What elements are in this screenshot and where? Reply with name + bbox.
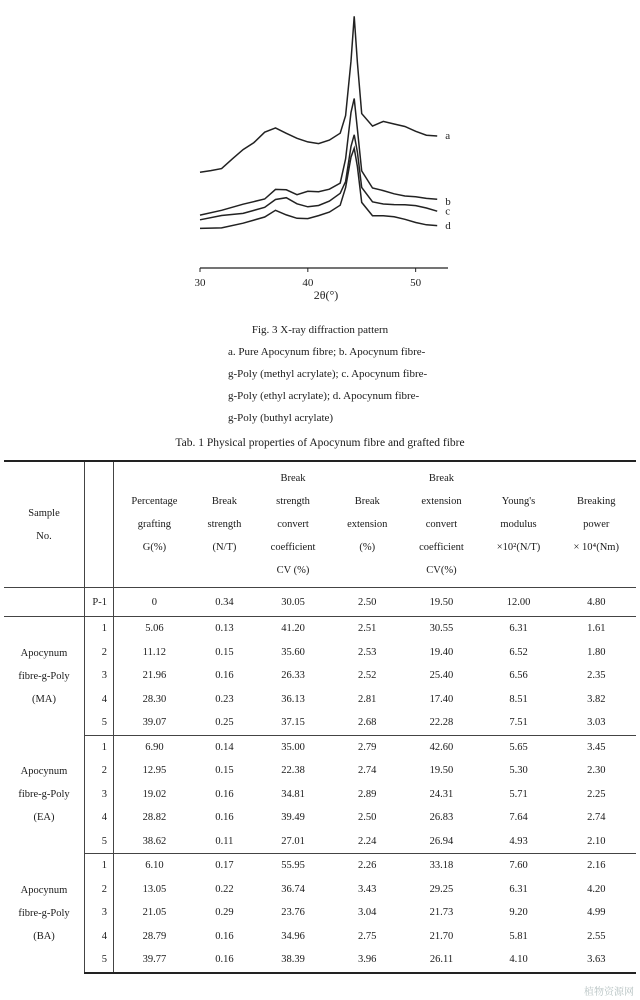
header-line: Break bbox=[280, 473, 306, 484]
row-index: P-1 bbox=[85, 588, 114, 617]
row-index: 2 bbox=[85, 878, 114, 902]
table-cell: 2.75 bbox=[358, 930, 377, 942]
table-cell: 13.05 bbox=[142, 883, 167, 895]
table-row bbox=[4, 830, 636, 854]
table-cell: 25.40 bbox=[429, 670, 454, 682]
table-cell: 3.04 bbox=[358, 907, 377, 919]
table-cell: 5.71 bbox=[509, 788, 528, 800]
header-index bbox=[85, 461, 114, 588]
table-cell: 21.70 bbox=[429, 930, 454, 942]
table-cell: 0.17 bbox=[215, 860, 234, 872]
group-name-line: Apocynum bbox=[20, 647, 68, 659]
group-name-line: Apocynum bbox=[20, 884, 68, 896]
watermark: 植物资源网 bbox=[584, 987, 634, 998]
table-cell: 0.15 bbox=[215, 646, 234, 658]
row-index: 4 bbox=[85, 806, 114, 830]
table-caption: Tab. 1 Physical properties of Apocynum fibre and grafted fibre bbox=[175, 437, 465, 449]
table-cell: 17.40 bbox=[429, 693, 454, 705]
table-cell: 19.50 bbox=[429, 765, 454, 777]
table-cell: 22.28 bbox=[402, 711, 480, 735]
table-cell: 4.93 bbox=[481, 830, 557, 854]
header-extension-cv bbox=[402, 461, 480, 588]
table-cell: 0.13 bbox=[215, 623, 234, 635]
header-line: G(%) bbox=[142, 542, 167, 553]
xrd-figure bbox=[0, 0, 640, 310]
row-index: 3 bbox=[85, 901, 114, 925]
table-row bbox=[4, 711, 636, 735]
table-row bbox=[4, 783, 636, 807]
table-cell: 6.56 bbox=[509, 670, 528, 682]
table-row bbox=[4, 735, 636, 759]
table-cell: 9.20 bbox=[509, 907, 528, 919]
table-cell: 6.31 bbox=[509, 883, 528, 895]
table-cell: 6.10 bbox=[145, 860, 164, 872]
table-row bbox=[4, 806, 636, 830]
table-cell: 28.82 bbox=[142, 812, 167, 824]
header-line: extension bbox=[421, 496, 462, 507]
table-cell: 2.25 bbox=[587, 788, 606, 800]
header-line: convert bbox=[425, 519, 458, 530]
table-cell: 41.20 bbox=[281, 623, 305, 635]
header-line: strength bbox=[276, 496, 310, 507]
group-name-line: (BA) bbox=[33, 930, 55, 942]
table-cell: 7.60 bbox=[509, 860, 528, 872]
row-index: 1 bbox=[85, 854, 114, 878]
table-cell: 3.03 bbox=[557, 711, 637, 735]
table-cell: 36.13 bbox=[281, 693, 305, 705]
table-cell: 39.07 bbox=[114, 711, 195, 735]
table-cell: 2.50 bbox=[332, 588, 402, 617]
table-body bbox=[4, 588, 636, 973]
table-cell: 34.81 bbox=[281, 788, 305, 800]
row-index: 3 bbox=[85, 783, 114, 807]
table-cell: 0.23 bbox=[215, 693, 234, 705]
table-row bbox=[4, 925, 636, 949]
table-cell: 30.55 bbox=[429, 623, 454, 635]
row-index: 5 bbox=[85, 948, 114, 973]
x-tick-label: 50 bbox=[410, 277, 422, 289]
table-cell: 26.11 bbox=[402, 948, 480, 973]
table-cell: 2.53 bbox=[358, 646, 377, 658]
legend-line: g-Poly (methyl acrylate); c. Apocynum fibre- bbox=[228, 368, 428, 380]
table-cell: 4.10 bbox=[481, 948, 557, 973]
table-cell: 6.90 bbox=[145, 741, 164, 753]
table-cell: 1.80 bbox=[587, 646, 606, 658]
table-cell: 36.74 bbox=[281, 883, 305, 895]
x-axis-ticks bbox=[195, 268, 422, 289]
header-sample-line: No. bbox=[36, 530, 52, 542]
properties-table bbox=[4, 460, 636, 974]
table-cell: 39.49 bbox=[281, 812, 305, 824]
table-cell: 24.31 bbox=[429, 788, 454, 800]
table-cell: 26.94 bbox=[402, 830, 480, 854]
header-line: extension bbox=[347, 519, 388, 530]
table-cell: 55.95 bbox=[281, 860, 305, 872]
curve-label-b: b bbox=[445, 195, 451, 208]
legend-line: g-Poly (ethyl acrylate); d. Apocynum fibre- bbox=[228, 390, 420, 402]
group-name-cell bbox=[4, 617, 85, 736]
header-strength-cv bbox=[254, 461, 332, 588]
table-cell: 5.30 bbox=[509, 765, 528, 777]
row-index: 4 bbox=[85, 925, 114, 949]
xrd-curve-d bbox=[200, 148, 437, 228]
table-cell: 2.55 bbox=[587, 930, 606, 942]
table-cell: 28.79 bbox=[142, 930, 167, 942]
table-cell: 0.16 bbox=[215, 788, 234, 800]
table-cell: 19.40 bbox=[429, 646, 454, 658]
table-cell: 7.51 bbox=[481, 711, 557, 735]
table-row bbox=[4, 641, 636, 665]
header-sample-line: Sample bbox=[28, 507, 60, 519]
table-cell: 0.11 bbox=[195, 830, 254, 854]
xrd-curve-a bbox=[200, 16, 437, 172]
header-line: Break bbox=[354, 496, 380, 507]
table-cell: 26.83 bbox=[429, 812, 454, 824]
table-cell: 3.82 bbox=[587, 693, 606, 705]
curve-label-c: c bbox=[445, 205, 451, 218]
p1-sample-cell bbox=[4, 588, 85, 617]
table-header-row bbox=[4, 461, 636, 588]
row-index: 5 bbox=[85, 711, 114, 735]
table-cell: 42.60 bbox=[429, 741, 454, 753]
group-name-line: fibre-g-Poly bbox=[18, 907, 70, 919]
header-line: convert bbox=[277, 519, 309, 530]
table-cell: 11.12 bbox=[142, 646, 167, 658]
curve-label-a: a bbox=[445, 130, 451, 143]
table-row bbox=[4, 617, 636, 641]
curve-label-d: d bbox=[445, 219, 451, 232]
table-row bbox=[4, 878, 636, 902]
table-row bbox=[4, 759, 636, 783]
table-cell: 27.01 bbox=[254, 830, 332, 854]
curve-labels bbox=[445, 130, 451, 232]
table-row bbox=[4, 901, 636, 925]
table-cell: 39.77 bbox=[114, 948, 195, 973]
table-cell: 0.22 bbox=[215, 883, 234, 895]
header-break-extension bbox=[332, 461, 402, 588]
header-youngs-modulus bbox=[481, 461, 557, 588]
table-cell: 2.30 bbox=[587, 765, 606, 777]
group-name-cell bbox=[4, 854, 85, 973]
table-cell: 21.96 bbox=[142, 670, 167, 682]
table-cell: 19.50 bbox=[402, 588, 480, 617]
table-cell: 0.16 bbox=[215, 930, 234, 942]
table-cell: 2.79 bbox=[358, 741, 377, 753]
table-cell: 35.00 bbox=[281, 741, 305, 753]
header-line: (N/T) bbox=[212, 542, 237, 553]
table-cell: 2.74 bbox=[358, 765, 377, 777]
table-cell: 23.76 bbox=[281, 907, 305, 919]
table-cell: 2.10 bbox=[557, 830, 637, 854]
row-index: 4 bbox=[85, 688, 114, 712]
header-line: × 10⁴(Nm) bbox=[573, 542, 619, 553]
table-cell: 3.96 bbox=[332, 948, 402, 973]
row-index: 2 bbox=[85, 759, 114, 783]
header-line: coefficient bbox=[419, 542, 464, 553]
group-name-line: fibre-g-Poly bbox=[18, 670, 70, 682]
row-index: 1 bbox=[85, 617, 114, 641]
table-cell: 26.33 bbox=[281, 670, 305, 682]
table-cell: 6.31 bbox=[509, 623, 528, 635]
header-line: Break bbox=[211, 496, 237, 507]
header-grafting bbox=[114, 461, 195, 588]
table-cell: 35.60 bbox=[281, 646, 305, 658]
table-cell: 33.18 bbox=[429, 860, 454, 872]
table-cell: 0.14 bbox=[215, 741, 234, 753]
xrd-curves bbox=[200, 16, 437, 228]
x-tick-label: 30 bbox=[194, 277, 206, 289]
table-cell: 2.50 bbox=[358, 812, 377, 824]
table-cell: 29.25 bbox=[429, 883, 454, 895]
table-cell: 5.65 bbox=[509, 741, 528, 753]
table-cell: 2.16 bbox=[587, 860, 606, 872]
header-line: modulus bbox=[500, 519, 537, 530]
table-cell: 28.30 bbox=[142, 693, 167, 705]
table-cell: 1.61 bbox=[587, 623, 606, 635]
table-cell: 0 bbox=[114, 588, 195, 617]
x-tick-label: 40 bbox=[302, 277, 314, 289]
group-name-line: Apocynum bbox=[20, 765, 68, 777]
table-row bbox=[4, 688, 636, 712]
table-cell: 0.34 bbox=[195, 588, 254, 617]
table-row bbox=[4, 854, 636, 878]
table-cell: 22.38 bbox=[281, 765, 305, 777]
table-cell: 19.02 bbox=[142, 788, 167, 800]
header-line: Break bbox=[428, 473, 454, 484]
table-cell: 21.05 bbox=[142, 907, 167, 919]
header-sample bbox=[4, 461, 85, 588]
header-line: Breaking bbox=[577, 496, 616, 507]
table-cell: 2.24 bbox=[332, 830, 402, 854]
table-cell: 2.74 bbox=[587, 812, 606, 824]
table-cell: 2.81 bbox=[358, 693, 377, 705]
table-cell: 0.15 bbox=[215, 765, 234, 777]
group-name-cell bbox=[4, 735, 85, 854]
table-cell: 37.15 bbox=[254, 711, 332, 735]
table-cell: 12.00 bbox=[481, 588, 557, 617]
table-cell: 2.26 bbox=[358, 860, 377, 872]
header-line: Percentage bbox=[131, 496, 178, 507]
table-row bbox=[4, 664, 636, 688]
header-line: CV(%) bbox=[426, 565, 457, 576]
table-cell: 5.81 bbox=[509, 930, 528, 942]
header-line: Young's bbox=[501, 496, 536, 507]
header-line: ×10²(N/T) bbox=[496, 542, 541, 553]
header-break-strength bbox=[195, 461, 254, 588]
table-cell: 12.95 bbox=[142, 765, 167, 777]
header-line: CV (%) bbox=[276, 565, 310, 576]
table-cell: 2.89 bbox=[358, 788, 377, 800]
table-cell: 0.25 bbox=[195, 711, 254, 735]
table-cell: 5.06 bbox=[145, 623, 164, 635]
figure-caption: Fig. 3 X-ray diffraction pattern bbox=[251, 324, 389, 336]
header-breaking-power bbox=[557, 461, 637, 588]
table-cell: 34.96 bbox=[281, 930, 305, 942]
table-cell: 38.39 bbox=[254, 948, 332, 973]
table-cell: 3.63 bbox=[557, 948, 637, 973]
header-line: coefficient bbox=[270, 542, 316, 553]
table-cell: 2.51 bbox=[358, 623, 377, 635]
table-cell: 2.68 bbox=[332, 711, 402, 735]
row-index: 5 bbox=[85, 830, 114, 854]
table-cell: 21.73 bbox=[429, 907, 454, 919]
table-cell: 4.80 bbox=[557, 588, 637, 617]
table-cell: 2.35 bbox=[587, 670, 606, 682]
table-cell: 4.99 bbox=[587, 907, 606, 919]
table-cell: 3.43 bbox=[358, 883, 377, 895]
table-cell: 7.64 bbox=[509, 812, 528, 824]
row-index: 3 bbox=[85, 664, 114, 688]
table-cell: 0.16 bbox=[215, 812, 234, 824]
table-cell: 0.16 bbox=[215, 670, 234, 682]
table-cell: 0.29 bbox=[215, 907, 234, 919]
header-line: grafting bbox=[137, 519, 172, 530]
table-cell: 3.45 bbox=[587, 741, 606, 753]
table-cell: 38.62 bbox=[114, 830, 195, 854]
group-name-line: (MA) bbox=[32, 693, 56, 705]
header-line: (%) bbox=[359, 542, 376, 553]
legend-line: a. Pure Apocynum fibre; b. Apocynum fibre- bbox=[228, 346, 426, 358]
figure-legend bbox=[228, 341, 528, 429]
x-axis-label: 2θ(°) bbox=[313, 288, 339, 302]
header-line: strength bbox=[207, 519, 242, 530]
table-cell: 8.51 bbox=[509, 693, 528, 705]
group-name-line: fibre-g-Poly bbox=[18, 788, 70, 800]
table-cell: 2.52 bbox=[358, 670, 377, 682]
table-cell: 6.52 bbox=[509, 646, 528, 658]
table-row-p1 bbox=[4, 588, 636, 617]
group-name-line: (EA) bbox=[33, 811, 55, 823]
table-cell: 0.16 bbox=[195, 948, 254, 973]
header-line: power bbox=[583, 519, 610, 530]
row-index: 2 bbox=[85, 641, 114, 665]
row-index: 1 bbox=[85, 735, 114, 759]
table-cell: 4.20 bbox=[587, 883, 606, 895]
table-row bbox=[4, 948, 636, 973]
table-cell: 30.05 bbox=[254, 588, 332, 617]
legend-line: g-Poly (buthyl acrylate) bbox=[228, 412, 334, 424]
